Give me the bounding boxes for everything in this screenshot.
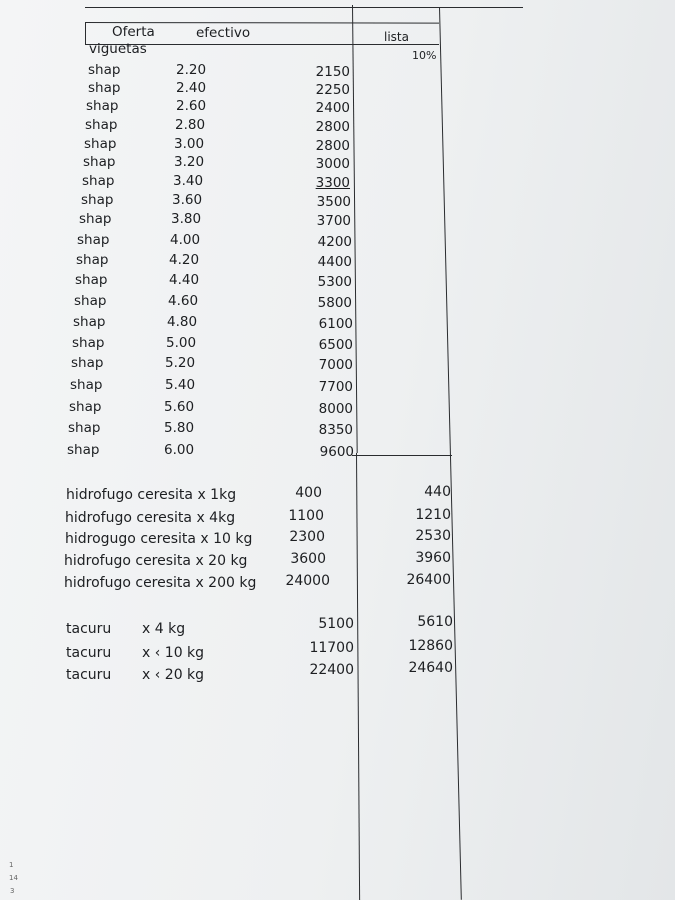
- table-top-border: [85, 7, 523, 8]
- tacuru-qty: x 4 kg: [142, 621, 186, 637]
- viguetas-price: 9600: [319, 444, 354, 460]
- viguetas-name: shap: [76, 252, 109, 268]
- viguetas-name: shap: [74, 293, 107, 309]
- hidrofugo-name: hidrofugo ceresita x 200 kg: [64, 575, 257, 591]
- hidrofugo-name: hidrofugo ceresita x 4kg: [65, 510, 236, 526]
- viguetas-name: shap: [77, 232, 110, 248]
- viguetas-price: 5300: [317, 274, 352, 290]
- viguetas-size: 5.60: [164, 399, 195, 415]
- viguetas-price: 2250: [315, 82, 350, 98]
- viguetas-price: 2800: [315, 119, 350, 135]
- hidrofugo-efectivo: 400: [295, 485, 322, 501]
- viguetas-size: 3.60: [172, 192, 203, 208]
- hidrofugo-name: hidrogugo ceresita x 10 kg: [65, 531, 253, 547]
- viguetas-size: 2.60: [176, 98, 207, 114]
- tacuru-lista: 12860: [408, 638, 453, 654]
- header-left-border: [85, 22, 86, 44]
- viguetas-size: 6.00: [164, 442, 195, 458]
- hidrofugo-lista: 2530: [415, 528, 451, 544]
- viguetas-name: shap: [69, 399, 102, 415]
- viguetas-name: shap: [88, 80, 121, 96]
- tacuru-efectivo: 22400: [309, 662, 354, 678]
- margin-mark: 1: [9, 861, 14, 869]
- viguetas-name: shap: [70, 377, 103, 393]
- viguetas-name: shap: [82, 173, 115, 189]
- hidrofugo-efectivo: 1100: [288, 508, 324, 524]
- viguetas-size: 2.20: [176, 62, 207, 78]
- tacuru-name: tacuru: [66, 621, 112, 637]
- header-oferta: Oferta: [112, 24, 155, 40]
- section-divider: [352, 455, 452, 456]
- viguetas-size: 4.80: [167, 314, 198, 330]
- viguetas-size: 2.80: [175, 117, 206, 133]
- tacuru-lista: 24640: [408, 660, 453, 676]
- viguetas-price: 6500: [318, 337, 353, 353]
- viguetas-size: 3.20: [174, 154, 205, 170]
- hidrofugo-lista: 26400: [406, 572, 451, 588]
- tacuru-qty: x ‹ 10 kg: [142, 645, 205, 661]
- viguetas-size: 5.00: [166, 335, 197, 351]
- hidrofugo-efectivo: 2300: [289, 529, 325, 545]
- hidrofugo-lista: 3960: [415, 550, 451, 566]
- header-percent: 10%: [412, 49, 437, 62]
- viguetas-name: shap: [71, 355, 104, 371]
- viguetas-price: 5800: [317, 295, 352, 311]
- viguetas-size: 5.20: [165, 355, 196, 371]
- hidrofugo-lista: 1210: [415, 507, 451, 523]
- viguetas-name: shap: [85, 117, 118, 133]
- viguetas-name: shap: [86, 98, 119, 114]
- tacuru-efectivo: 11700: [309, 640, 354, 656]
- hidrofugo-lista: 440: [424, 484, 451, 500]
- viguetas-name: shap: [75, 272, 108, 288]
- hidrofugo-efectivo: 24000: [285, 573, 330, 589]
- viguetas-name: shap: [83, 154, 116, 170]
- viguetas-size: 3.80: [171, 211, 202, 227]
- viguetas-size: 3.40: [173, 173, 204, 189]
- hidrofugo-name: hidrofugo ceresita x 1kg: [66, 487, 237, 503]
- section-title-viguetas: viguetas: [89, 41, 147, 57]
- viguetas-price: 2800: [315, 138, 350, 154]
- viguetas-price: 7700: [318, 379, 353, 395]
- tacuru-name: tacuru: [66, 645, 112, 661]
- viguetas-price: 3300: [315, 175, 350, 191]
- header-efectivo: efectivo: [196, 25, 251, 41]
- tacuru-name: tacuru: [66, 667, 112, 683]
- viguetas-name: shap: [88, 62, 121, 78]
- viguetas-price: 7000: [318, 357, 353, 373]
- viguetas-size: 4.60: [168, 293, 199, 309]
- viguetas-size: 5.40: [165, 377, 196, 393]
- viguetas-size: 4.40: [169, 272, 200, 288]
- margin-mark: 14: [9, 874, 18, 882]
- viguetas-name: shap: [79, 211, 112, 227]
- viguetas-size: 2.40: [176, 80, 207, 96]
- hidrofugo-efectivo: 3600: [290, 551, 326, 567]
- viguetas-price: 4200: [317, 234, 352, 250]
- tacuru-qty: x ‹ 20 kg: [142, 667, 205, 683]
- viguetas-size: 4.20: [169, 252, 200, 268]
- viguetas-price: 8350: [318, 422, 353, 438]
- viguetas-name: shap: [81, 192, 114, 208]
- viguetas-price: 6100: [318, 316, 353, 332]
- tacuru-lista: 5610: [417, 614, 453, 630]
- viguetas-price: 8000: [318, 401, 353, 417]
- viguetas-price: 2150: [315, 64, 350, 80]
- viguetas-name: shap: [72, 335, 105, 351]
- viguetas-price: 4400: [317, 254, 352, 270]
- header-lista: lista: [384, 30, 409, 44]
- viguetas-size: 4.00: [170, 232, 201, 248]
- viguetas-price: 3000: [315, 156, 350, 172]
- hidrofugo-name: hidrofugo ceresita x 20 kg: [64, 553, 248, 569]
- viguetas-price: 3700: [316, 213, 351, 229]
- viguetas-name: shap: [68, 420, 101, 436]
- viguetas-price: 2400: [315, 100, 350, 116]
- viguetas-size: 5.80: [164, 420, 195, 436]
- viguetas-name: shap: [73, 314, 106, 330]
- viguetas-price: 3500: [316, 194, 351, 210]
- viguetas-size: 3.00: [174, 136, 205, 152]
- viguetas-name: shap: [67, 442, 100, 458]
- viguetas-name: shap: [84, 136, 117, 152]
- margin-mark: 3: [10, 887, 15, 895]
- tacuru-efectivo: 5100: [318, 616, 354, 632]
